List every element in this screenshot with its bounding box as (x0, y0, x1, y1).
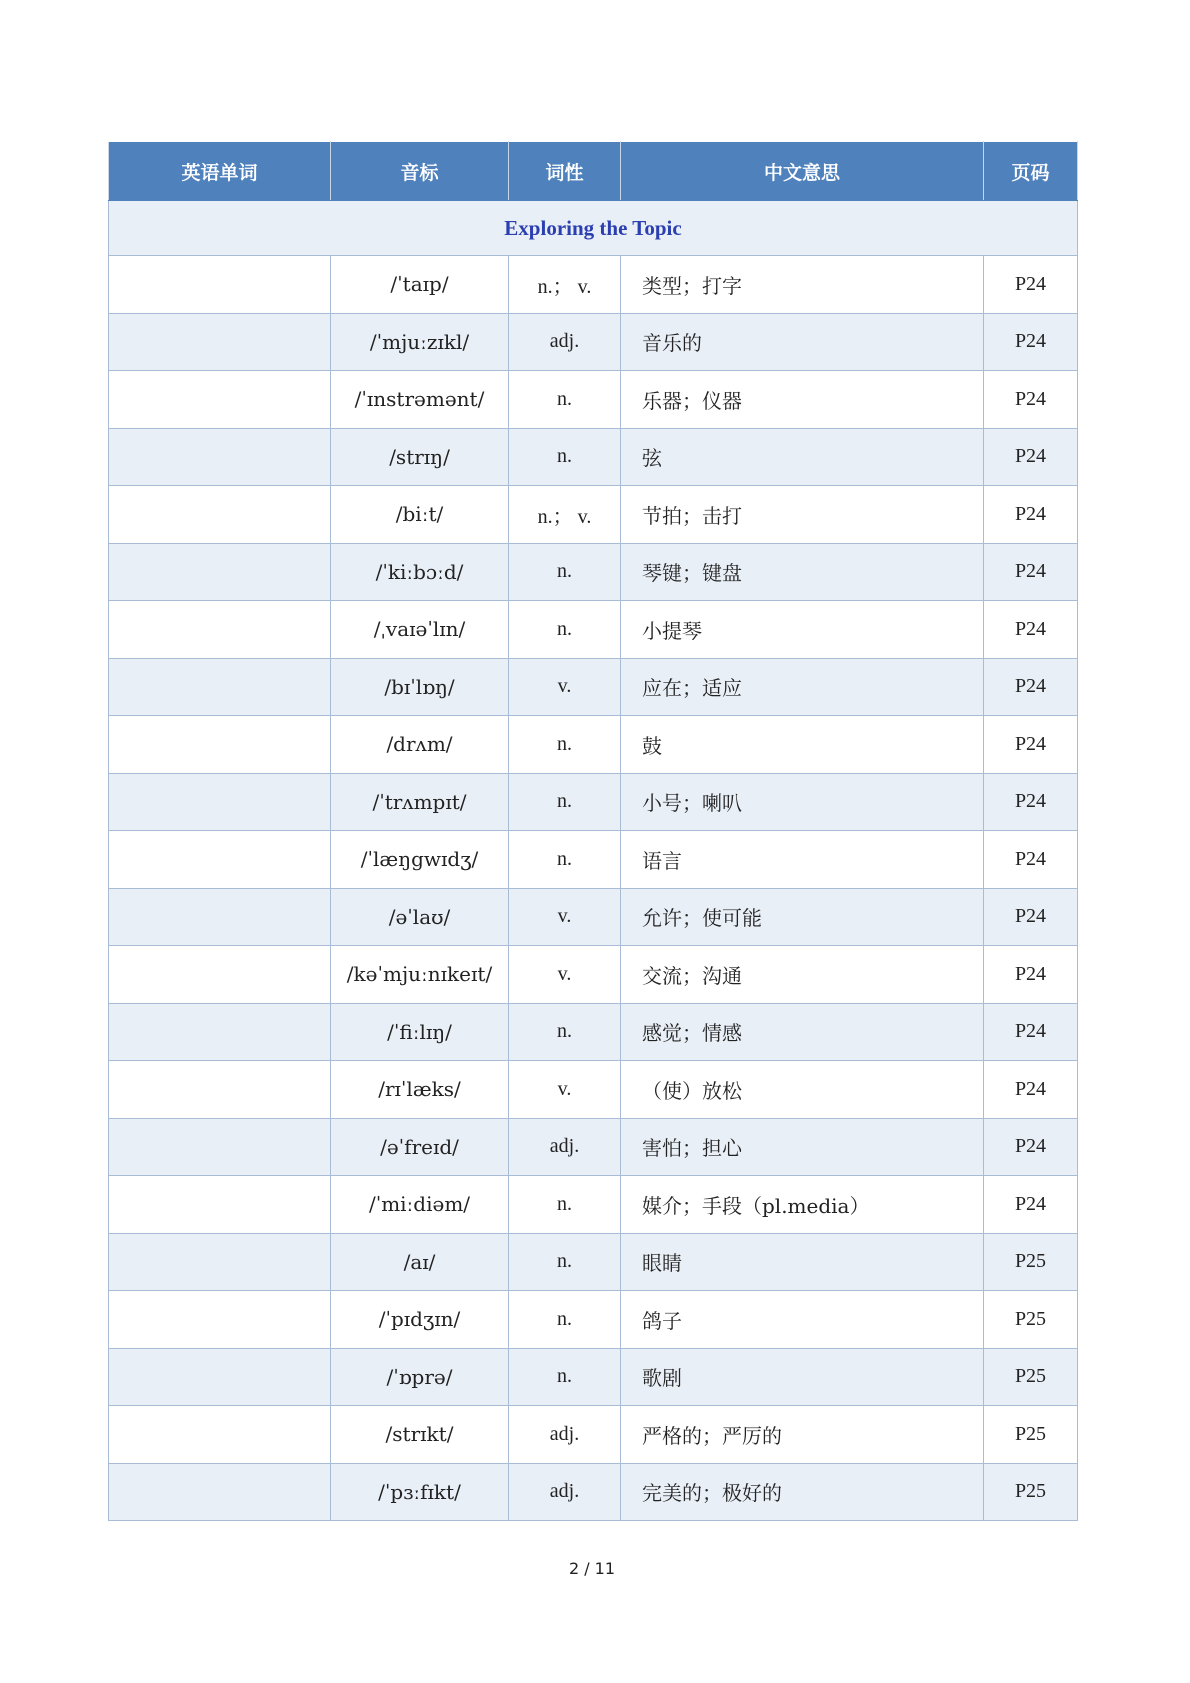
phonetic-cell: /ˈlæŋgwɪdʒ/ (331, 831, 509, 889)
table-row (109, 1348, 1078, 1406)
page-cell: P24 (984, 313, 1078, 371)
page-cell: P25 (984, 1233, 1078, 1291)
page-cell: P25 (984, 1406, 1078, 1464)
phonetic-cell: /bɪˈlɒŋ/ (331, 658, 509, 716)
meaning-cell: 感觉；情感 (621, 1003, 984, 1061)
section-title: Exploring the Topic (109, 201, 1078, 256)
word-cell (109, 1061, 331, 1119)
part-of-speech-cell: n. (509, 1003, 621, 1061)
word-cell (109, 371, 331, 429)
table-row (109, 313, 1078, 371)
meaning-cell: 媒介；手段（pl.media） (621, 1176, 984, 1234)
table-row (109, 773, 1078, 831)
phonetic-cell: /strɪkt/ (331, 1406, 509, 1464)
table-row (109, 428, 1078, 486)
page-cell: P24 (984, 1061, 1078, 1119)
part-of-speech-cell: n. (509, 716, 621, 774)
word-cell (109, 428, 331, 486)
phonetic-cell: /strɪŋ/ (331, 428, 509, 486)
phonetic-cell: /əˈlaʊ/ (331, 888, 509, 946)
part-of-speech-cell: n. (509, 543, 621, 601)
page-cell: P24 (984, 428, 1078, 486)
part-of-speech-cell: n. (509, 601, 621, 659)
meaning-cell: （使）放松 (621, 1061, 984, 1119)
page-cell: P25 (984, 1348, 1078, 1406)
phonetic-cell: /biːt/ (331, 486, 509, 544)
part-of-speech-cell: v. (509, 946, 621, 1004)
table-row (109, 1061, 1078, 1119)
page-cell: P25 (984, 1291, 1078, 1349)
part-of-speech-cell: n. (509, 773, 621, 831)
part-of-speech-cell: n. (509, 1176, 621, 1234)
part-of-speech-cell: adj. (509, 313, 621, 371)
table-body (109, 201, 1078, 1521)
table-row (109, 543, 1078, 601)
meaning-cell: 应在；适应 (621, 658, 984, 716)
page-cell: P24 (984, 773, 1078, 831)
header-row (109, 142, 1078, 201)
part-of-speech-cell: n. (509, 1233, 621, 1291)
meaning-cell: 交流；沟通 (621, 946, 984, 1004)
phonetic-cell: /ˈmiːdiəm/ (331, 1176, 509, 1234)
phonetic-cell: /ˈpɪdʒɪn/ (331, 1291, 509, 1349)
meaning-cell: 小号；喇叭 (621, 773, 984, 831)
part-of-speech-cell: v. (509, 658, 621, 716)
word-cell (109, 1463, 331, 1521)
table-row (109, 1406, 1078, 1464)
phonetic-cell: /ˈtaɪp/ (331, 256, 509, 314)
part-of-speech-cell: adj. (509, 1406, 621, 1464)
table-row (109, 888, 1078, 946)
word-cell (109, 888, 331, 946)
part-of-speech-cell: n. (509, 371, 621, 429)
meaning-cell: 语言 (621, 831, 984, 889)
phonetic-cell: /ˈpɜːfɪkt/ (331, 1463, 509, 1521)
part-of-speech-cell: n. (509, 831, 621, 889)
page-cell: P24 (984, 831, 1078, 889)
part-of-speech-cell: v. (509, 1061, 621, 1119)
meaning-cell: 弦 (621, 428, 984, 486)
page-cell: P24 (984, 601, 1078, 659)
header-meaning: 中文意思 (621, 142, 984, 201)
table-row (109, 371, 1078, 429)
word-cell (109, 313, 331, 371)
meaning-cell: 小提琴 (621, 601, 984, 659)
phonetic-cell: /kəˈmjuːnɪkeɪt/ (331, 946, 509, 1004)
part-of-speech-cell: adj. (509, 1463, 621, 1521)
meaning-cell: 音乐的 (621, 313, 984, 371)
page-cell: P25 (984, 1463, 1078, 1521)
part-of-speech-cell: n. (509, 428, 621, 486)
phonetic-cell: /ˈfiːlɪŋ/ (331, 1003, 509, 1061)
header-word: 英语单词 (109, 142, 331, 201)
table-row (109, 658, 1078, 716)
word-cell (109, 1291, 331, 1349)
table-row (109, 601, 1078, 659)
table-row (109, 486, 1078, 544)
word-cell (109, 1406, 331, 1464)
table-header (109, 142, 1078, 201)
phonetic-cell: /ˈɒprə/ (331, 1348, 509, 1406)
table-row (109, 1176, 1078, 1234)
header-page: 页码 (984, 142, 1078, 201)
page-cell: P24 (984, 371, 1078, 429)
header-part-of-speech: 词性 (509, 142, 621, 201)
phonetic-cell: /ˈmjuːzɪkl/ (331, 313, 509, 371)
page-cell: P24 (984, 716, 1078, 774)
table-row (109, 1118, 1078, 1176)
phonetic-cell: /ˈɪnstrəmənt/ (331, 371, 509, 429)
table-row (109, 946, 1078, 1004)
table-row (109, 1003, 1078, 1061)
part-of-speech-cell: v. (509, 888, 621, 946)
meaning-cell: 鸽子 (621, 1291, 984, 1349)
word-cell (109, 1176, 331, 1234)
meaning-cell: 乐器；仪器 (621, 371, 984, 429)
word-cell (109, 831, 331, 889)
phonetic-cell: /rɪˈlæks/ (331, 1061, 509, 1119)
word-cell (109, 1233, 331, 1291)
phonetic-cell: /əˈfreɪd/ (331, 1118, 509, 1176)
table-row (109, 831, 1078, 889)
page-cell: P24 (984, 1176, 1078, 1234)
table-row (109, 1463, 1078, 1521)
meaning-cell: 严格的；严厉的 (621, 1406, 984, 1464)
word-cell (109, 1003, 331, 1061)
page-cell: P24 (984, 888, 1078, 946)
header-phonetic: 音标 (331, 142, 509, 201)
phonetic-cell: /aɪ/ (331, 1233, 509, 1291)
word-cell (109, 486, 331, 544)
word-cell (109, 716, 331, 774)
word-cell (109, 946, 331, 1004)
table-row (109, 256, 1078, 314)
page-cell: P24 (984, 1118, 1078, 1176)
part-of-speech-cell: adj. (509, 1118, 621, 1176)
meaning-cell: 眼睛 (621, 1233, 984, 1291)
word-cell (109, 773, 331, 831)
meaning-cell: 歌剧 (621, 1348, 984, 1406)
phonetic-cell: /ˌvaɪəˈlɪn/ (331, 601, 509, 659)
page-cell: P24 (984, 658, 1078, 716)
word-cell (109, 1118, 331, 1176)
page-cell: P24 (984, 543, 1078, 601)
word-cell (109, 1348, 331, 1406)
meaning-cell: 琴键；键盘 (621, 543, 984, 601)
meaning-cell: 允许；使可能 (621, 888, 984, 946)
page-number: 2 / 11 (568, 1559, 616, 1578)
meaning-cell: 害怕；担心 (621, 1118, 984, 1176)
section-row (109, 201, 1078, 256)
phonetic-cell: /ˈkiːbɔːd/ (331, 543, 509, 601)
part-of-speech-cell: n.； v. (509, 256, 621, 314)
page-cell: P24 (984, 256, 1078, 314)
meaning-cell: 类型；打字 (621, 256, 984, 314)
word-cell (109, 543, 331, 601)
page-cell: P24 (984, 1003, 1078, 1061)
table-row (109, 716, 1078, 774)
page-cell: P24 (984, 486, 1078, 544)
table-row (109, 1233, 1078, 1291)
word-cell (109, 601, 331, 659)
part-of-speech-cell: n. (509, 1291, 621, 1349)
table-row (109, 1291, 1078, 1349)
phonetic-cell: /ˈtrʌmpɪt/ (331, 773, 509, 831)
vocabulary-table (108, 141, 1078, 1521)
word-cell (109, 658, 331, 716)
meaning-cell: 完美的；极好的 (621, 1463, 984, 1521)
page-cell: P24 (984, 946, 1078, 1004)
meaning-cell: 鼓 (621, 716, 984, 774)
word-cell (109, 256, 331, 314)
part-of-speech-cell: n. (509, 1348, 621, 1406)
meaning-cell: 节拍；击打 (621, 486, 984, 544)
part-of-speech-cell: n.； v. (509, 486, 621, 544)
phonetic-cell: /drʌm/ (331, 716, 509, 774)
